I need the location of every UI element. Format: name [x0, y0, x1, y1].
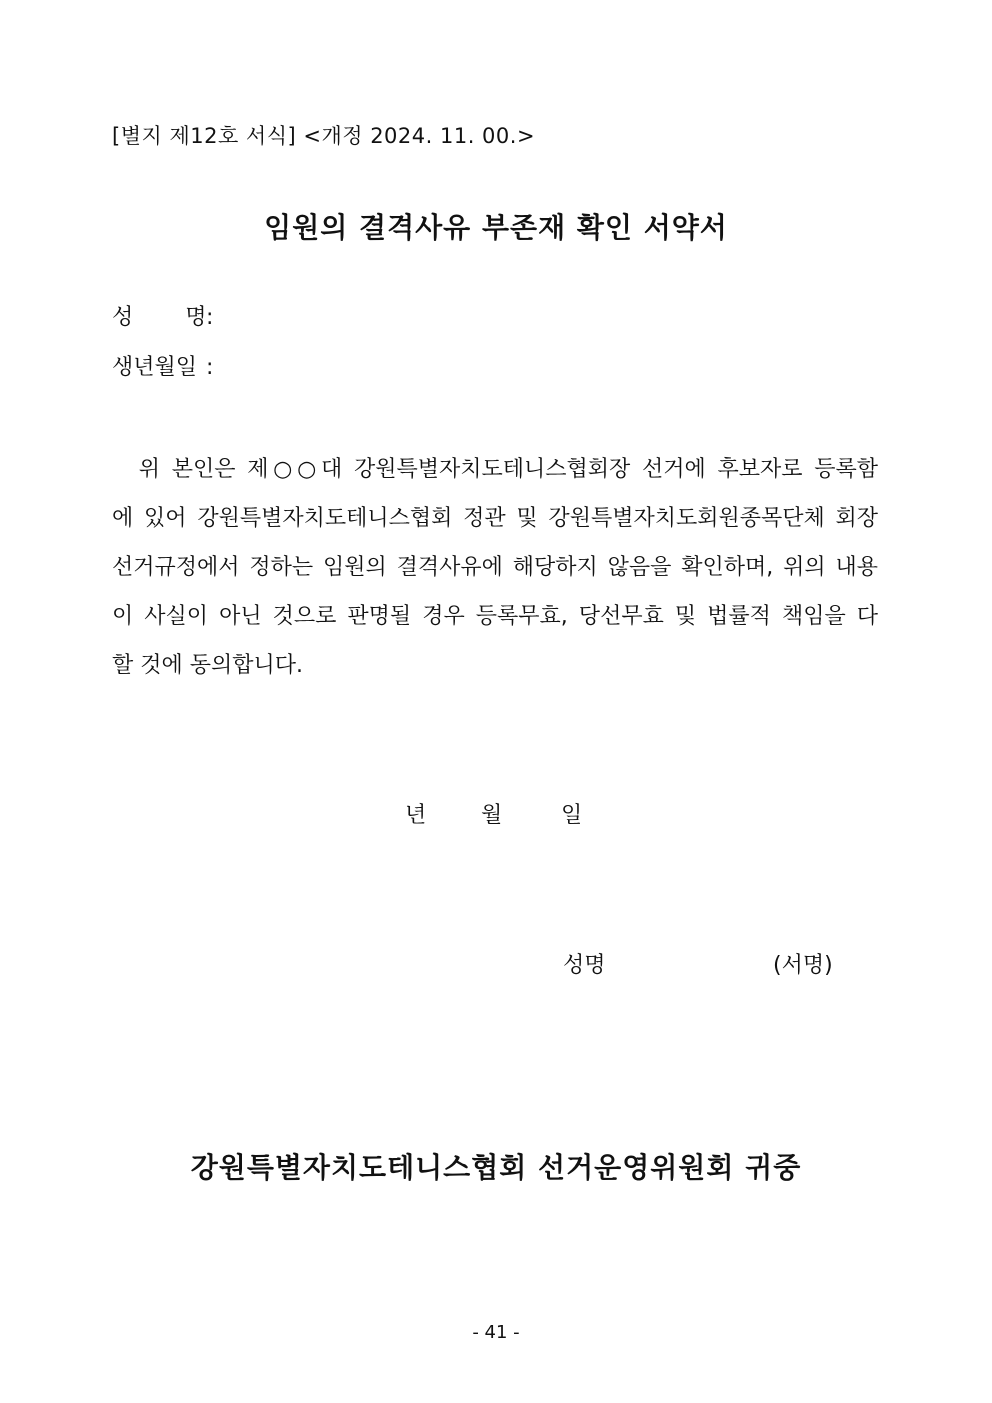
document-title: 임원의 결격사유 부존재 확인 서약서 — [264, 211, 728, 244]
date-year: 년 — [405, 803, 427, 828]
addressee: 강원특별자치도테니스협회 선거운영위원회 귀중 — [190, 1151, 802, 1184]
signature-name-label: 성명 — [563, 953, 606, 978]
date-row — [405, 798, 582, 829]
birthdate-colon: : — [206, 355, 214, 380]
pledge-line: 이 사실이 아닌 것으로 판명될 경우 등록무효, 당선무효 및 법률적 책임을 다 — [112, 604, 878, 629]
birthdate-label: 생년월일 — [112, 355, 198, 380]
date-month: 월 — [481, 803, 503, 828]
pledge-line: 위 본인은 제○○대 강원특별자치도테니스협회장 선거에 후보자로 등록함 — [112, 457, 878, 482]
page-number: - 41 - — [472, 1322, 520, 1343]
name-label-second: 명 — [185, 305, 207, 330]
pledge-line: 할 것에 동의합니다. — [112, 653, 303, 678]
signature-mark: (서명) — [773, 953, 833, 978]
pledge-line: 에 있어 강원특별자치도테니스협회 정관 및 강원특별자치도회원종목단체 회장 — [112, 506, 878, 531]
form-reference: [별지 제12호 서식] <개정 2024. 11. 00.> — [112, 124, 536, 148]
name-colon: : — [206, 305, 214, 330]
name-label — [112, 300, 207, 331]
pledge-line: 선거규정에서 정하는 임원의 결격사유에 해당하지 않음을 확인하며, 위의 내용 — [112, 555, 878, 580]
name-label-first: 성 — [112, 305, 134, 330]
pledge-body — [112, 445, 878, 690]
name-field — [112, 300, 213, 331]
birthdate-field — [112, 350, 213, 381]
date-day: 일 — [561, 803, 583, 828]
